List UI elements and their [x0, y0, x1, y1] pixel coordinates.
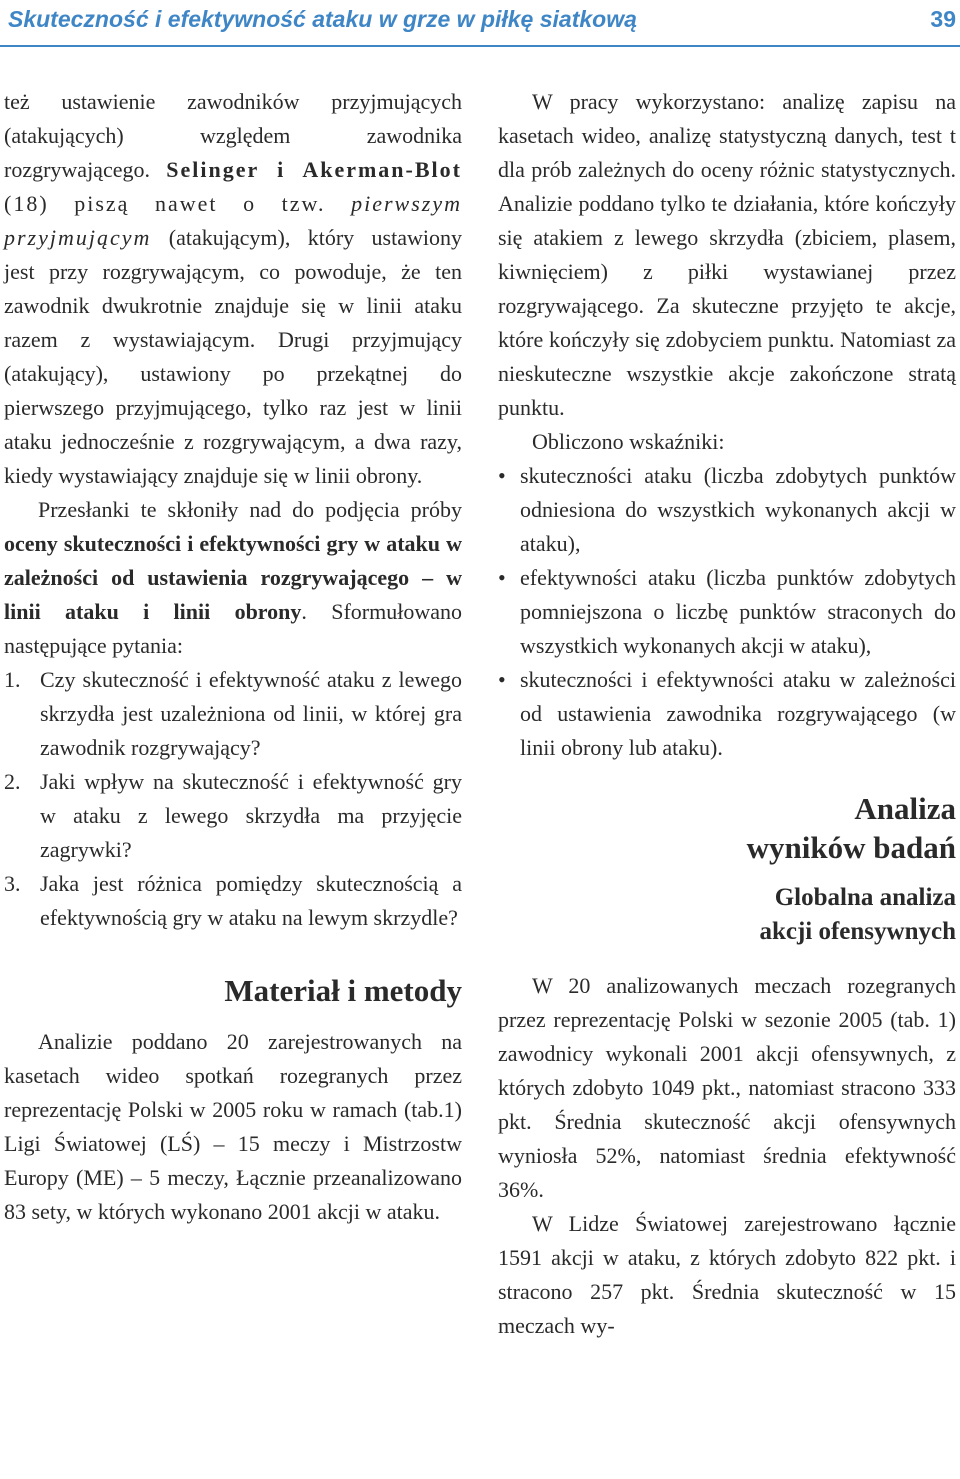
- section-heading-line: wyników badań: [746, 830, 956, 865]
- right-column: [498, 85, 956, 1343]
- left-column: [4, 85, 462, 1229]
- question-list: [4, 663, 462, 935]
- text-run: Przesłanki te skłoniły nad do podjęcia próby: [38, 497, 462, 522]
- text-run: . Sformułowano następujące pytania:: [4, 599, 462, 658]
- list-number: 3.: [4, 871, 21, 896]
- list-item: [4, 663, 462, 765]
- bold-phrase: oceny skuteczności i efektywności gry w ataku w zależności od ustawienia rozgrywającego – w linii ataku i linii obrony: [4, 531, 462, 624]
- section-heading-line: Analiza: [854, 791, 956, 826]
- author-names: Selinger i Akerman-Blot: [166, 157, 462, 182]
- list-text: Czy skuteczność i efektywność ataku z lewego skrzydła jest uzależniona od linii, w której gra zawodnik rozgrywający?: [40, 667, 462, 760]
- list-number: 1.: [4, 667, 21, 692]
- subsection-heading-line: Globalna analiza: [774, 884, 956, 911]
- list-text: skuteczności i efektywności ataku w zależności od ustawienia zawodnika rozgrywającego (w linii obrony lub ataku).: [520, 667, 956, 760]
- header-rule: [0, 45, 960, 47]
- section-heading: Materiał i metody: [224, 973, 462, 1008]
- text-run: też ustawienie zawodników przyjmujących (atakujących) względem zawodnika rozgrywającego.: [4, 89, 462, 182]
- bullet-icon: •: [498, 667, 506, 692]
- paragraph: Obliczono wskaźniki:: [532, 429, 725, 454]
- bullet-icon: •: [498, 565, 506, 590]
- text-run: (18) piszą nawet o tzw.: [4, 191, 352, 216]
- page-header: [0, 0, 960, 48]
- list-text: skuteczności ataku (liczba zdobytych punktów odniesiona do wszystkich wykonanych akcji w ataku),: [520, 463, 956, 556]
- paragraph: W pracy wykorzystano: analizę zapisu na kasetach wideo, analizę statystyczną danych, test t dla prób zależnych do oceny różnic statystycznych. Analizie poddano tylko te działania, które kończyły się atakiem z lewego skrzydła (zbiciem, plasem, kiwnięciem) z piłki wystawianej przez rozgrywającego. Za skuteczne przyjęto te akcje, które kończyły się zdobyciem punktu. Natomiast za nieskuteczne wszystkie akcje zakończone stratą punktu.: [498, 89, 956, 420]
- list-item: [4, 867, 462, 935]
- section-heading: [498, 789, 956, 867]
- list-number: 2.: [4, 769, 21, 794]
- italic-term: pierwszym przyjmującym: [4, 191, 462, 250]
- list-text: efektywności ataku (liczba punktów zdobytych pomniejszona o liczbę punktów straconych do wszystkich wykonanych akcji w ataku),: [520, 565, 956, 658]
- list-item: [498, 459, 956, 561]
- running-title: Skuteczność i efektywność ataku w grze w piłkę siatkową: [8, 6, 637, 32]
- indicator-list: [498, 459, 956, 765]
- bullet-icon: •: [498, 463, 506, 488]
- list-text: Jaki wpływ na skuteczność i efektywność gry w ataku z lewego skrzydła ma przyjęcie zagrywki?: [40, 769, 462, 862]
- paragraph: W Lidze Światowej zarejestrowano łącznie 1591 akcji w ataku, z których zdobyto 822 pkt. i stracono 257 pkt. Średnia skuteczność w 15 meczach wy-: [498, 1211, 956, 1338]
- list-item: [498, 561, 956, 663]
- list-text: Jaka jest różnica pomiędzy skutecznością a efektywnością gry w ataku na lewym skrzydle?: [40, 871, 462, 930]
- text-run: (atakującym), który ustawiony jest przy rozgrywającym, co powoduje, że ten zawodnik dwukrotnie znajduje się w linii ataku razem z wystawiającym. Drugi przyjmujący (atakujący), ustawiony po przekątnej do pierwszego przyjmującego, tylko raz jest w linii ataku jednocześnie z rozgrywającym, a dwa razy, kiedy wystawiający znajduje się w linii obrony.: [4, 225, 462, 488]
- paragraph: W 20 analizowanych meczach rozegranych przez reprezentację Polski w sezonie 2005 (tab. 1) zawodnicy wykonali 2001 akcji ofensywnych, z których zdobyto 1049 pkt., natomiast stracono 333 pkt. Średnia skuteczność akcji ofensywnych wyniosła 52%, natomiast średnia efektywność 36%.: [498, 973, 956, 1202]
- subsection-heading-line: akcji ofensywnych: [759, 918, 956, 945]
- paragraph: [4, 85, 462, 493]
- subsection-heading: [498, 881, 956, 949]
- list-item: [4, 765, 462, 867]
- paragraph: Analizie poddano 20 zarejestrowanych na kasetach wideo spotkań rozegranych przez reprezentację Polski w 2005 roku w ramach (tab.1) Ligi Światowej (LŚ) – 15 meczy i Mistrzostw Europy (ME) – 5 meczy, Łącznie przeanalizowano 83 sety, w których wykonano 2001 akcji w ataku.: [4, 1029, 462, 1224]
- page-number: 39: [930, 6, 956, 32]
- list-item: [498, 663, 956, 765]
- paragraph: [4, 493, 462, 663]
